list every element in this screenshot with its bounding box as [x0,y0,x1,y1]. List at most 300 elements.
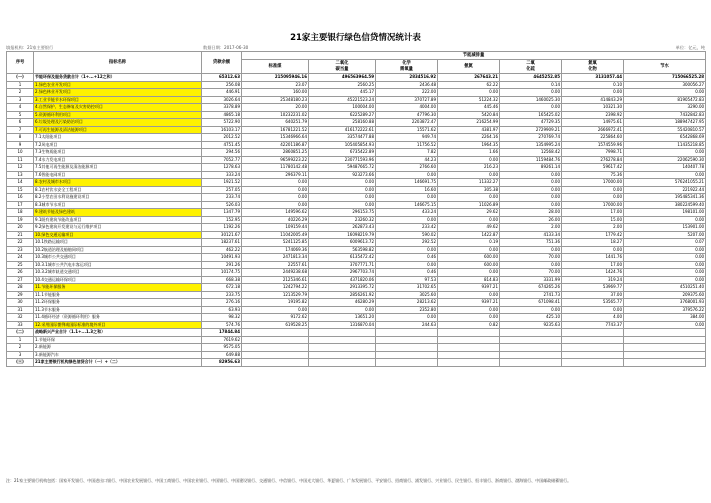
row-so2: 0.00 [500,201,562,209]
row-cod: 146691.75 [376,179,438,187]
table-body [7,74,706,367]
row-coal: 1242794.22 [242,284,309,292]
row-coal: 2471813.34 [242,254,309,262]
row-indicator: 8.2小型农田水利设施建设项目 [34,194,202,202]
row-loan-balance: 1278.63 [202,164,242,172]
row-ammonia [438,329,500,337]
row-water: 188947427.95 [624,119,706,127]
row-indicator: 10.3.1城市公共汽电车客运项目 [34,261,202,269]
table-row [7,291,706,299]
row-cod [376,351,438,359]
row-loan-balance: 98.32 [202,314,242,322]
row-loan-balance: 10174.75 [202,269,242,277]
row-cod: 2766.60 [376,164,438,172]
row-loan-balance: 4751.45 [202,141,242,149]
row-nox: 0.10 [562,81,624,89]
table-row [7,254,706,262]
table-row [7,156,706,164]
row-cod: 0.00 [376,171,438,179]
row-water: 0.00 [624,276,706,284]
row-nox: 1574559.96 [562,141,624,149]
row-so2: 12568.42 [500,149,562,157]
header-water: 节水 [624,60,706,74]
row-ammonia: 9397.21 [438,299,500,307]
row-loan-balance: 1192.26 [202,224,242,232]
row-ammonia: 0.00 [438,171,500,179]
table-row [7,329,706,337]
row-indicator: 10.4交通运输环保项目 [34,276,202,284]
row-seq: 20 [7,224,34,232]
row-co2 [309,359,376,367]
row-coal: 96599223.22 [242,156,309,164]
row-co2: 0.00 [309,201,376,209]
row-water [624,336,706,344]
footnote: 注：21家主要银行机构包括：国家开发银行、中国进出口银行、中国农业发展银行、中国工商银行、中国农业银行、中国银行、中国建设银行、交通银行、中信银行、中国光大银行、华夏银行、广东发展银行、平安银行、招商银行、浦发银行、兴业银行、民生银行、恒丰银行、浙商银行、渤海银行、中国邮政储蓄银行。 [6,478,572,483]
row-indicator: 12.采用国际惯例或国际标准的境外项目 [34,321,202,329]
row-water: 0.00 [624,149,706,157]
row-co2: 13651.20 [309,314,376,322]
row-ammonia [438,359,500,367]
row-indicator: 8.3城市节水项目 [34,201,202,209]
row-ammonia: 0.00 [438,89,500,97]
row-nox: 2398.92 [562,111,624,119]
row-nox: 37.00 [562,291,624,299]
table-row [7,119,706,127]
row-seq: 10 [7,149,34,157]
row-coal: 296379.11 [242,171,309,179]
row-ammonia [438,351,500,359]
row-ammonia: 445.46 [438,104,500,112]
row-seq: 12 [7,164,34,172]
row-so2: 2729909.21 [500,126,562,134]
table-row [7,81,706,89]
row-loan-balance: 2012.52 [202,134,242,142]
row-co2: 6135472.42 [309,254,376,262]
row-ammonia: 5420.84 [438,111,500,119]
row-coal: 174069.36 [242,246,309,254]
header-so2: 二氧 化硫 [500,60,562,74]
row-water: 209375.60 [624,291,706,299]
row-cod: 31702.65 [376,284,438,292]
row-indicator: 8.农村及城市水项目 [34,179,202,187]
row-seq: 21 [7,231,34,239]
row-water: 715066525.28 [624,74,706,82]
table-row [7,284,706,292]
row-loan-balance: 7052.77 [202,156,242,164]
row-ammonia: 29.62 [438,209,500,217]
row-loan-balance: 1347.79 [202,209,242,217]
header-loan-balance: 贷款余额 [202,52,242,74]
row-indicator: 7.3生物质能项目 [34,149,202,157]
row-so2 [500,336,562,344]
row-loan-balance: 333.24 [202,171,242,179]
header-savings-group: 节能减排量 [242,52,706,60]
row-nox [562,359,624,367]
table-row [7,89,706,97]
header-co2: 二氧化 碳当量 [309,60,376,74]
row-nox [562,329,624,337]
row-cod: 16.60 [376,186,438,194]
row-seq: 18 [7,209,34,217]
row-cod: 292.52 [376,239,438,247]
row-loan-balance: 233.75 [202,291,242,299]
row-coal: 160.00 [242,89,309,97]
table-row [7,171,706,179]
row-co2: 258160.88 [309,119,376,127]
row-loan-balance: 257.05 [202,186,242,194]
row-nox: 0.00 [562,194,624,202]
row-so2: 0.00 [500,104,562,112]
row-cod: 3025.60 [376,291,438,299]
row-ammonia: 600.00 [438,254,500,262]
row-loan-balance: 5722.90 [202,119,242,127]
row-nox: 225864.60 [562,134,624,142]
table-row [7,321,706,329]
row-so2: 47729.35 [500,119,562,127]
row-loan-balance: 10491.93 [202,254,242,262]
row-so2: 0.00 [500,186,562,194]
row-loan-balance: 294.56 [202,149,242,157]
row-coal: 215095946.16 [242,74,309,82]
table-row [7,246,706,254]
row-ammonia: 216.23 [438,164,500,172]
row-loan-balance: 82956.63 [202,359,242,367]
table-row [7,231,706,239]
row-nox: 17.00 [562,209,624,217]
row-cod: 0.00 [376,194,438,202]
row-coal: 22557.61 [242,261,309,269]
row-indicator: 2.绿色林业开发项目 [34,89,202,97]
row-so2: 70.00 [500,254,562,262]
row-cod: 2203872.47 [376,119,438,127]
row-indicator: 7.1太阳能项目 [34,134,202,142]
table-row [7,186,706,194]
row-so2: 0.00 [500,194,562,202]
row-water: 0.00 [624,171,706,179]
row-nox: 1441.76 [562,254,624,262]
row-indicator: 1.绿色农业开发项目 [34,81,202,89]
row-water: 3768001.93 [624,299,706,307]
row-seq: 14 [7,179,34,187]
row-indicator: 3.新能源汽车 [34,351,202,359]
row-seq: 7 [7,126,34,134]
row-so2 [500,344,562,352]
row-seq: 13 [7,171,34,179]
row-so2: 674265.26 [500,284,562,292]
row-nox [562,344,624,352]
table-row [7,269,706,277]
row-coal: 16781221.52 [242,126,309,134]
row-coal: 11042005.49 [242,231,309,239]
header-nox: 氮氧 化物 [562,60,624,74]
row-coal: 40226.29 [242,216,309,224]
row-loan-balance: 276.16 [202,299,242,307]
table-row [7,111,706,119]
row-co2: 6009613.72 [309,239,376,247]
row-indicator: 7.5其他可再生能源及清洁能源项目 [34,164,202,172]
row-ammonia: 49.62 [438,224,500,232]
row-nox: 75.36 [562,171,624,179]
row-co2: 100004.00 [309,104,376,112]
row-cod: 2834516.92 [376,74,438,82]
row-so2 [500,351,562,359]
row-coal: 19195.82 [242,299,309,307]
header-coal: 标准煤 [242,60,309,74]
row-water: 0.00 [624,254,706,262]
row-co2: 230771593.96 [309,156,376,164]
row-water: 198101.00 [624,209,706,217]
row-co2: 33574477.88 [309,134,376,142]
row-so2: 425.10 [500,314,562,322]
row-water: 221922.44 [624,186,706,194]
row-loan-balance: 16103.17 [202,126,242,134]
row-cod: 146675.15 [376,201,438,209]
row-seq: 2 [7,89,34,97]
row-nox: 53565.77 [562,299,624,307]
row-ammonia: 305.38 [438,186,500,194]
row-indicator: 节能环保及服务贷款合计（1+...+12之和） [34,74,202,82]
row-loan-balance: 30121.67 [202,231,242,239]
header-cod: 化学 需氧量 [376,60,438,74]
row-ammonia: 0.00 [438,269,500,277]
row-cod: 97.53 [376,276,438,284]
unit-label: 单位：亿元，吨 [675,45,705,50]
table-row [7,351,706,359]
row-coal: 640251.79 [242,119,309,127]
row-so2 [500,359,562,367]
row-water: 3290.00 [624,104,706,112]
row-so2: 26.00 [500,216,562,224]
row-coal: 9172.62 [242,314,309,322]
table-row [7,179,706,187]
row-coal: 2860851.25 [242,149,309,157]
row-co2: 105405854.93 [309,141,376,149]
row-water: 7432842.83 [624,111,706,119]
row-co2: 16098219.79 [309,231,376,239]
row-seq: 4 [7,104,34,112]
row-nox: 0.00 [562,306,624,314]
row-water [624,329,706,337]
row-loan-balance: 668.38 [202,276,242,284]
row-co2: 23260.32 [309,216,376,224]
row-seq: 31 [7,306,34,314]
row-ammonia: 814.83 [438,276,500,284]
row-water: 380224599.40 [624,201,706,209]
table-row [7,134,706,142]
row-cod: 0.46 [376,254,438,262]
row-ammonia: 600.00 [438,261,500,269]
row-so2: 751.36 [500,239,562,247]
row-co2: 2560.25 [309,81,376,89]
row-co2: 445.17 [309,89,376,97]
row-cod: 4004.00 [376,104,438,112]
table-row [7,74,706,82]
row-so2: 0.14 [500,81,562,89]
table-row [7,261,706,269]
row-water: 384.00 [624,314,706,322]
row-indicator: 10.2航道治理及船舶同项目 [34,246,202,254]
row-loan-balance: 7619.62 [202,336,242,344]
row-ammonia [438,344,500,352]
row-indicator: 11.4循环经济（资源循环利用）服务 [34,314,202,322]
row-ammonia: 0.19 [438,239,500,247]
row-loan-balance: 3378.89 [202,104,242,112]
row-ammonia: 11026.89 [438,201,500,209]
row-water: 0.00 [624,321,706,329]
row-co2: 0.00 [309,179,376,187]
row-nox [562,351,624,359]
table-row [7,239,706,247]
row-water: 5207.00 [624,231,706,239]
row-nox: 7743.37 [562,321,624,329]
row-seq: 2 [7,344,34,352]
row-co2: 1316870.04 [309,321,376,329]
row-loan-balance: 526.03 [202,201,242,209]
row-loan-balance: 672.18 [202,284,242,292]
row-so2: 1354995.24 [500,141,562,149]
row-water: 11435218.85 [624,141,706,149]
row-co2: 6735422.89 [309,149,376,157]
row-coal: 2449238.68 [242,269,309,277]
row-coal [242,329,309,337]
row-seq: 27 [7,276,34,284]
header-ammonia: 氨氮 [438,60,500,74]
row-seq: 16 [7,194,34,202]
row-coal: 20.00 [242,104,309,112]
row-nox: 4.00 [562,314,624,322]
row-nox: 0.00 [562,89,624,97]
row-seq: 19 [7,216,34,224]
row-coal: 0.00 [242,306,309,314]
row-seq: 26 [7,269,34,277]
row-so2: 0.00 [500,171,562,179]
table-row [7,344,706,352]
row-coal: 1213529.79 [242,291,309,299]
row-so2: 4133.34 [500,231,562,239]
row-seq: 3 [7,351,34,359]
row-water: 300056.27 [624,81,706,89]
table-row [7,126,706,134]
table-row [7,96,706,104]
row-cod: 244.63 [376,321,438,329]
row-water: 0.00 [624,246,706,254]
header-indicator: 指标名称 [34,52,202,74]
row-nox: 319.24 [562,276,624,284]
row-nox: 0.00 [562,186,624,194]
row-so2: 165425.02 [500,111,562,119]
table-row [7,209,706,217]
row-co2: 296153.75 [309,209,376,217]
row-so2: 70.00 [500,269,562,277]
page-title: 21家主要银行绿色信贷情况统计表 [290,33,421,43]
row-loan-balance: 152.95 [202,216,242,224]
row-cod: 11756.52 [376,141,438,149]
table-row [7,306,706,314]
row-nox: 14975.61 [562,119,624,127]
table-row [7,276,706,284]
row-coal: 5241125.85 [242,239,309,247]
row-coal: 619528.25 [242,321,309,329]
row-coal: 0.00 [242,194,309,202]
row-so2: 2741.73 [500,291,562,299]
table-row [7,224,706,232]
row-ammonia: 0.00 [438,291,500,299]
row-nox: 18.27 [562,239,624,247]
row-co2: 0.00 [309,194,376,202]
row-indicator: 10.绿色交通运输项目 [34,231,202,239]
row-so2: 3331.99 [500,276,562,284]
row-nox [562,336,624,344]
row-water: 81905472.83 [624,96,706,104]
row-indicator: 2.新能源 [34,344,202,352]
table-row [7,104,706,112]
row-so2: 9235.63 [500,321,562,329]
row-water [624,351,706,359]
row-so2: 4645252.85 [500,74,562,82]
row-ammonia: 0.00 [438,246,500,254]
row-ammonia: 0.82 [438,321,500,329]
row-so2: 89261.14 [500,164,562,172]
row-seq: 5 [7,111,34,119]
row-indicator: 10.3城市公共交通项目 [34,254,202,262]
table-row [7,359,706,367]
row-water: 6542868.69 [624,134,706,142]
row-loan-balance: 462.22 [202,246,242,254]
row-seq: 15 [7,186,34,194]
row-water: 576241055.21 [624,179,706,187]
row-cod [376,359,438,367]
row-ammonia: 9397.21 [438,284,500,292]
row-loan-balance: 65312.63 [202,74,242,82]
row-cod: 7.82 [376,149,438,157]
row-so2: 671098.41 [500,299,562,307]
row-co2 [309,329,376,337]
row-seq: (二) [7,329,34,337]
row-coal [242,344,309,352]
row-nox: 1779.42 [562,231,624,239]
row-indicator: 11.1节能服务 [34,291,202,299]
row-loan-balance: 446.91 [202,89,242,97]
row-nox: 17000.00 [562,179,624,187]
row-cod [376,344,438,352]
row-loan-balance: 3026.64 [202,96,242,104]
row-coal: 0.00 [242,201,309,209]
row-seq: 24 [7,254,34,262]
row-co2: 4371820.06 [309,276,376,284]
row-so2: 0.00 [500,246,562,254]
row-indicator: 7.4水力发电项目 [34,156,202,164]
row-co2: 496563964.59 [309,74,376,82]
row-seq: 1 [7,336,34,344]
row-co2: 416172222.61 [309,126,376,134]
row-loan-balance: 649.88 [202,351,242,359]
row-indicator: 7.2风电项目 [34,141,202,149]
row-indicator: 战略新兴产业合计（1.1+...1.3之和） [34,329,202,337]
row-loan-balance: 18237.61 [202,239,242,247]
row-seq: 32 [7,314,34,322]
row-so2: 0.00 [500,89,562,97]
row-co2: 59487665.72 [309,164,376,172]
row-coal: 42201186.87 [242,141,309,149]
row-indicator: 11.节能环保服务 [34,284,202,292]
row-indicator: 10.3.2城市轨道交通项目 [34,269,202,277]
row-so2: 270769.74 [500,134,562,142]
header-seq: 序号 [7,52,34,74]
row-co2 [309,336,376,344]
row-indicator: 9.2绿色建筑开发建设与运行维护项目 [34,224,202,232]
row-cod: 433.24 [376,209,438,217]
row-co2: 2967703.74 [309,269,376,277]
